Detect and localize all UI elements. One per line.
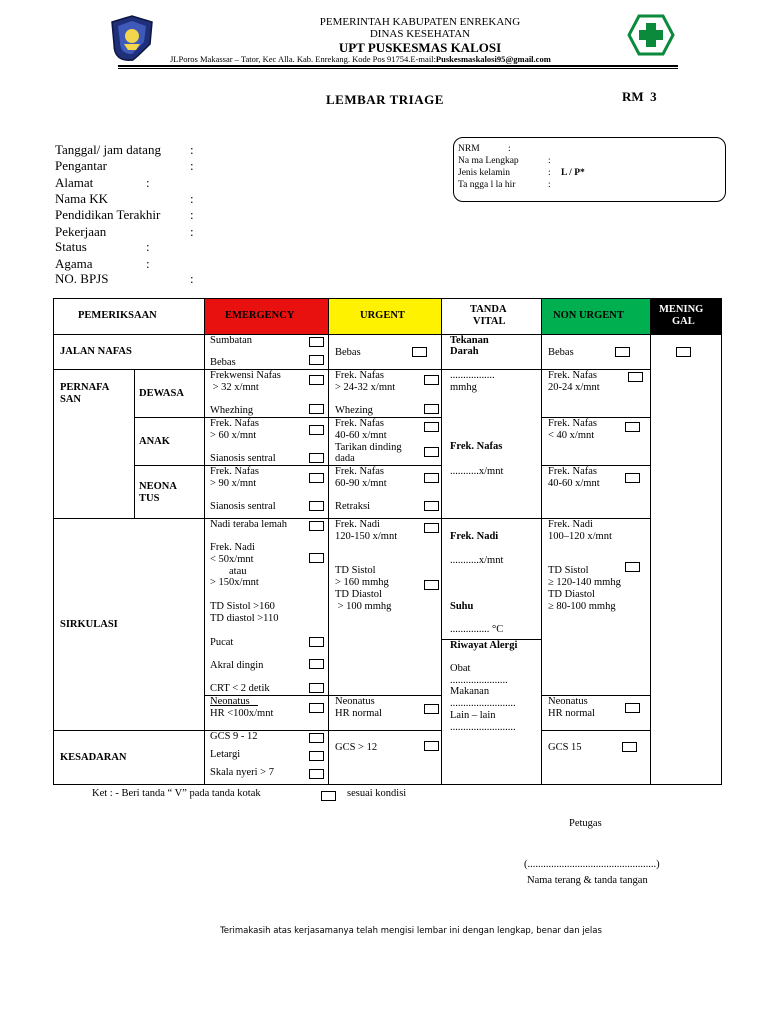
vital-obat: Obat (450, 663, 471, 674)
urg-bebas: Bebas (335, 347, 361, 358)
patient-field-label: Pengantar (55, 158, 107, 173)
vital-obat-value: ...................... (450, 675, 508, 686)
hline-header (53, 334, 722, 335)
patient-field-input[interactable]: : (190, 224, 194, 239)
nu-bebas: Bebas (548, 347, 574, 358)
nu-frek-nadi-2: 100–120 x/mnt (548, 531, 612, 542)
footer-note: Terimakasih atas kerjasamanya telah mengisi lembar ini dengan lengkap, benar dan jelas (220, 926, 602, 936)
nu-gcs: GCS 15 (548, 742, 582, 753)
petugas-label: Petugas (569, 818, 602, 829)
triage-checkbox[interactable] (309, 703, 324, 713)
vline-5 (650, 298, 651, 785)
header-urgent: URGENT (360, 310, 405, 321)
ket-note: Ket : - Beri tanda “ V” pada tanda kotak (92, 788, 261, 799)
header-meninggal-1: MENING (659, 304, 704, 315)
emg-nadi-lemah: Nadi teraba lemah (210, 519, 287, 530)
triage-checkbox[interactable] (628, 372, 643, 382)
vline-4 (541, 298, 542, 785)
patient-field-label: Status (55, 239, 87, 254)
urg-frek-nadi-2: 120-150 x/mnt (335, 531, 398, 542)
nu-td-3: TD Diastol (548, 589, 595, 600)
urg-tarikan-2: dada (335, 453, 355, 464)
vline-3 (441, 298, 442, 785)
header-tanda: TANDA (470, 304, 507, 315)
tgl-label: Ta ngga l la hir (458, 180, 516, 190)
vital-riwayat: Riwayat Alergi (450, 640, 518, 651)
vital-nadi-value: ...........x/mnt (450, 555, 504, 566)
urg-frek-anak-2: 40-60 x/mnt (335, 430, 387, 441)
triage-checkbox[interactable] (424, 741, 439, 751)
header-department: DINAS KESEHATAN (369, 28, 471, 40)
vital-lain: Lain – lain (450, 710, 496, 721)
nu-neonatus: Neonatus (548, 696, 588, 707)
patient-field-input[interactable]: : (190, 207, 194, 222)
vital-frek-nadi: Frek. Nadi (450, 531, 499, 542)
emg-frek-dewasa-1: Frekwensi Nafas (210, 370, 281, 381)
triage-checkbox[interactable] (309, 473, 324, 483)
emg-nyeri: Skala nyeri > 7 (210, 767, 274, 778)
vital-tekanan-2: Darah (450, 346, 479, 357)
triage-checkbox[interactable] (615, 347, 630, 357)
triage-checkbox[interactable] (309, 521, 324, 531)
urg-tarikan-1: Tarikan dinding (335, 442, 402, 453)
urg-td-3: TD Diastol (335, 589, 382, 600)
triage-checkbox[interactable] (309, 337, 324, 347)
emg-gcs: GCS 9 - 12 (210, 731, 258, 742)
emg-frek-anak-2: > 60 x/mnt (210, 430, 257, 441)
triage-checkbox[interactable] (625, 562, 640, 572)
emg-td-1: TD Sistol >160 (210, 601, 275, 612)
urg-frek-nadi-1: Frek. Nadi (335, 519, 380, 530)
vital-makanan-value: ......................... (450, 698, 516, 709)
vital-frek-nafas: Frek. Nafas (450, 441, 503, 452)
row-jalan-nafas: JALAN NAFAS (60, 346, 132, 357)
nu-frek-dewasa-2: 20-24 x/mnt (548, 382, 600, 393)
header-divider-thin (118, 68, 678, 69)
nu-hr: HR normal (548, 708, 595, 719)
triage-checkbox[interactable] (424, 447, 439, 457)
urg-frek-dewasa-1: Frek. Nafas (335, 370, 384, 381)
signature-caption: Nama terang & tanda tangan (527, 875, 648, 886)
ket-note-2: sesuai kondisi (347, 788, 407, 799)
emg-neonatus: Neonatus (210, 696, 250, 707)
triage-checkbox[interactable] (424, 404, 439, 414)
nu-frek-anak-1: Frek. Nafas (548, 418, 597, 429)
emg-crt: CRT < 2 detik (210, 683, 270, 694)
triage-checkbox[interactable] (625, 473, 640, 483)
jenis-colon: : (548, 168, 551, 178)
signature-line[interactable]: (.................................................) (524, 859, 660, 870)
vital-tekanan-1: Tekanan (450, 335, 489, 346)
tgl-colon: : (548, 180, 551, 190)
vital-td-value: ................. (450, 370, 495, 381)
urg-td-1: TD Sistol (335, 565, 376, 576)
emg-sianosis-anak: Sianosis sentral (210, 453, 276, 464)
nu-td-1: TD Sistol (548, 565, 589, 576)
triage-checkbox[interactable] (309, 751, 324, 761)
vital-makanan: Makanan (450, 686, 490, 697)
hline-anak (134, 465, 441, 466)
header-vital: VITAL (473, 316, 506, 327)
emg-letargi: Letargi (210, 749, 241, 760)
emg-sianosis-neo: Sianosis sentral (210, 501, 276, 512)
vital-mmhg: mmhg (450, 382, 477, 393)
legend-checkbox (321, 791, 336, 801)
triage-checkbox[interactable] (309, 355, 324, 365)
urg-whezing: Whezing (335, 405, 373, 416)
urg-frek-neo-1: Frek. Nafas (335, 466, 384, 477)
emg-frek-anak-1: Frek. Nafas (210, 418, 259, 429)
row-sirkulasi: SIRKULASI (60, 619, 118, 630)
triage-checkbox[interactable] (309, 659, 324, 669)
triage-checkbox[interactable] (625, 703, 640, 713)
row-kesadaran: KESADARAN (60, 752, 127, 763)
triage-checkbox[interactable] (424, 473, 439, 483)
nu-frek-anak-2: < 40 x/mnt (548, 430, 595, 441)
triage-checkbox[interactable] (309, 553, 324, 563)
emg-akral: Akral dingin (210, 660, 264, 671)
triage-checkbox[interactable] (309, 733, 324, 743)
triage-checkbox[interactable] (309, 404, 324, 414)
triage-checkbox[interactable] (622, 742, 637, 752)
header-meninggal-2: GAL (672, 316, 695, 327)
patient-field-input[interactable]: : (146, 239, 150, 254)
nama-label: Na ma Lengkap (458, 156, 519, 166)
urg-retraksi: Retraksi (335, 501, 370, 512)
triage-checkbox[interactable] (424, 523, 439, 533)
header-government: PEMERINTAH KABUPATEN ENREKANG (319, 16, 521, 28)
emg-frek-nadi-1: Frek. Nadi (210, 542, 255, 553)
triage-checkbox[interactable] (424, 580, 439, 590)
vital-suhu: Suhu (450, 601, 474, 612)
patient-field-input[interactable]: : (190, 191, 194, 206)
patient-field-label: NO. BPJS (55, 271, 109, 286)
urg-hr: HR normal (335, 708, 382, 719)
header-address (170, 54, 551, 64)
vital-nafas-value: ...........x/mnt (450, 466, 504, 477)
nu-frek-dewasa-1: Frek. Nafas (548, 370, 597, 381)
emg-bebas: Bebas (210, 357, 236, 368)
triage-checkbox[interactable] (424, 422, 439, 432)
row-pernafasan-1: PERNAFA (60, 382, 110, 393)
hline-kesadaran-nu (541, 730, 650, 731)
triage-checkbox[interactable] (309, 375, 324, 385)
triage-checkbox[interactable] (424, 375, 439, 385)
patient-field-label: Pendidikan Terakhir (55, 207, 161, 222)
vital-suhu-value: ............... °C (450, 624, 504, 635)
header-divider (118, 65, 678, 67)
emg-frek-neo-1: Frek. Nafas (210, 466, 259, 477)
emg-frek-nadi-4: > 150x/mnt (210, 577, 259, 588)
emg-td-2: TD diastol >110 (210, 613, 279, 624)
triage-checkbox[interactable] (625, 422, 640, 432)
nu-frek-neo-1: Frek. Nafas (548, 466, 597, 477)
header-puskesmas: UPT PUSKESMAS KALOSI (338, 40, 502, 55)
emg-hr: HR <100x/mnt (210, 708, 274, 719)
vline-sub (134, 369, 135, 519)
emg-frek-dewasa-2: > 32 x/mnt (210, 382, 259, 393)
patient-field-input[interactable]: : (190, 142, 194, 157)
nama-colon: : (548, 156, 551, 166)
row-neonatus-2: TUS (139, 493, 160, 504)
emg-frek-neo-2: > 90 x/mnt (210, 478, 257, 489)
row-pernafasan-2: SAN (60, 394, 82, 405)
jenis-value: L / P* (561, 168, 585, 178)
emg-whezing: Whezhing (210, 405, 254, 416)
triage-checkbox[interactable] (309, 425, 324, 435)
nu-frek-neo-2: 40-60 x/mnt (548, 478, 600, 489)
urg-neonatus: Neonatus (335, 696, 375, 707)
patient-field-input[interactable]: : (190, 271, 194, 286)
vline-2 (328, 298, 329, 785)
header-emergency: EMERGENCY (225, 310, 295, 321)
urg-td-2: > 160 mmhg (335, 577, 389, 588)
row-neonatus-1: NEONA (139, 481, 177, 492)
vital-lain-value: ......................... (450, 722, 516, 733)
nu-td-2: ≥ 120-140 mmhg (548, 577, 621, 588)
triage-checkbox[interactable] (676, 347, 691, 357)
patient-field-label: Agama (55, 256, 93, 271)
emg-pucat: Pucat (210, 637, 234, 648)
address-text: JLPoros Makassar – Tator, Kec Alla. Kab. Enrekang. Kode Pos 91754.E-mail: (170, 54, 436, 64)
urg-gcs: GCS > 12 (335, 742, 378, 753)
nrm-label: NRM (458, 144, 480, 154)
emg-frek-nadi-3: atau (229, 566, 247, 577)
urg-frek-dewasa-2: > 24-32 x/mnt (335, 382, 396, 393)
nrm-colon: : (508, 144, 511, 154)
nu-td-4: ≥ 80-100 mmhg (548, 601, 616, 612)
row-dewasa: DEWASA (139, 388, 184, 399)
emg-frek-nadi-2: < 50x/mnt (210, 554, 254, 565)
emg-sumbatan: Sumbatan (210, 335, 252, 346)
row-anak: ANAK (139, 436, 170, 447)
triage-checkbox[interactable] (309, 453, 324, 463)
patient-field-label: Alamat (55, 175, 94, 190)
hline-dewasa (134, 417, 441, 418)
triage-checkbox[interactable] (412, 347, 427, 357)
triage-checkbox[interactable] (309, 769, 324, 779)
vline-1 (204, 298, 205, 785)
nu-frek-nadi-1: Frek. Nadi (548, 519, 593, 530)
page-title: LEMBAR TRIAGE (326, 92, 444, 107)
triage-checkbox[interactable] (309, 501, 324, 511)
email-text: Puskesmaskalosi95@gmail.com (435, 54, 551, 64)
header-pemeriksaan: PEMERIKSAAN (78, 310, 157, 321)
rm-code: RM 3 (622, 89, 657, 104)
urg-frek-anak-1: Frek. Nafas (335, 418, 384, 429)
triage-checkbox[interactable] (424, 704, 439, 714)
patient-field-label: Tanggal/ jam datang (55, 142, 161, 157)
urg-td-4: > 100 mmhg (335, 601, 392, 612)
triage-checkbox[interactable] (309, 683, 324, 693)
patient-field-input[interactable]: : (146, 175, 150, 190)
triage-checkbox[interactable] (424, 501, 439, 511)
urg-frek-neo-2: 60-90 x/mnt (335, 478, 387, 489)
patient-field-label: Nama KK (55, 191, 109, 206)
patient-field-label: Pekerjaan (55, 224, 107, 239)
header-nonurgent: NON URGENT (553, 310, 624, 321)
patient-field-input[interactable]: : (146, 256, 150, 271)
jenis-label: Jenis kelamin (458, 168, 510, 178)
triage-checkbox[interactable] (309, 637, 324, 647)
patient-field-input[interactable]: : (190, 158, 194, 173)
